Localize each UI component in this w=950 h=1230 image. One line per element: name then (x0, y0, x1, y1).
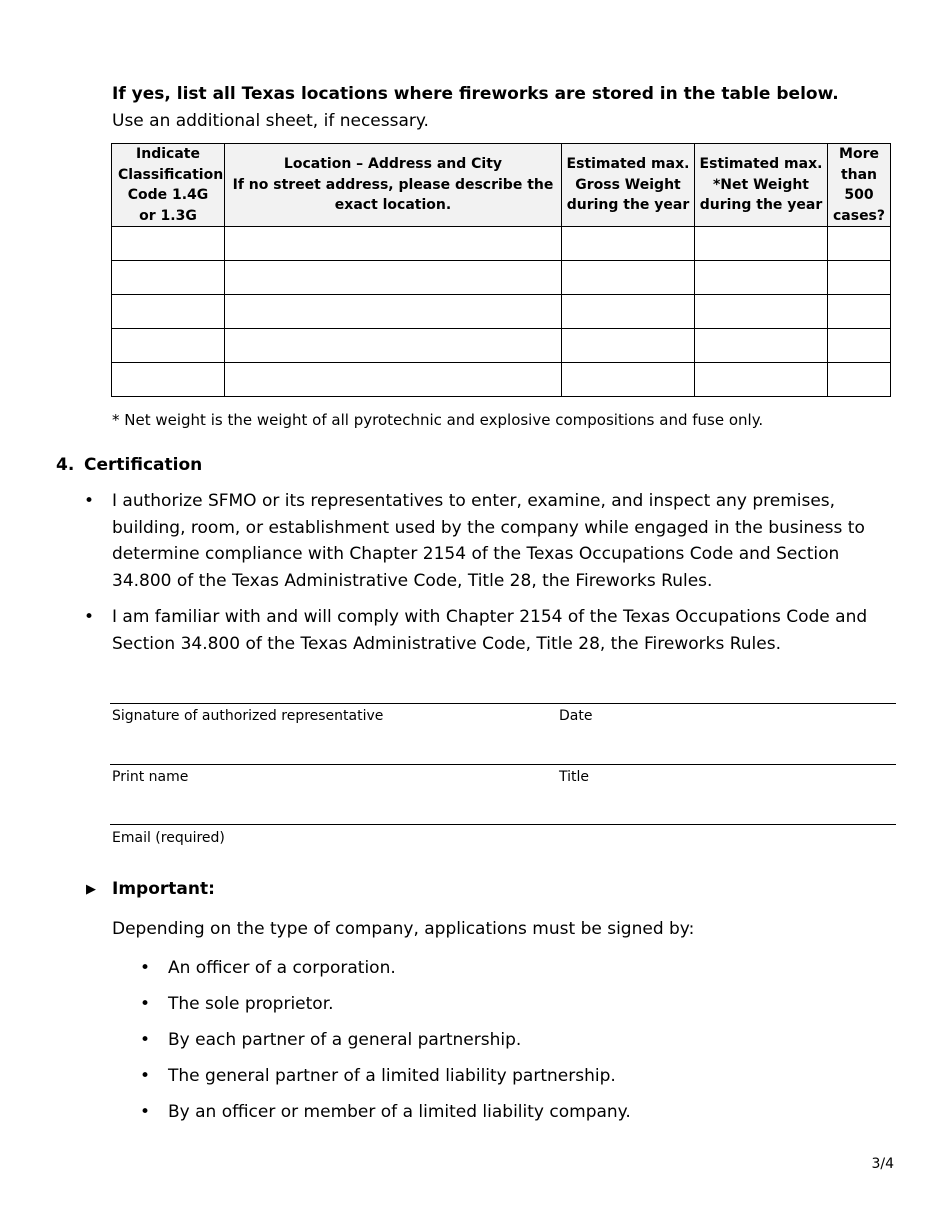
signer-item-2: The sole proprietor. (168, 994, 334, 1014)
signer-item-5: By an officer or member of a limited liability company. (168, 1102, 631, 1122)
email-label: Email (required) (112, 830, 225, 846)
table-cell[interactable] (828, 261, 891, 295)
table-cell[interactable] (695, 329, 828, 363)
table-cell[interactable] (695, 295, 828, 329)
table-cell[interactable] (828, 295, 891, 329)
triangle-right-icon: ▶ (86, 882, 96, 897)
email-line[interactable] (110, 824, 896, 825)
bullet-icon: • (140, 1030, 151, 1050)
section-title: Certification (84, 455, 203, 475)
net-weight-footnote: * Net weight is the weight of all pyrotechnic and explosive compositions and fuse only. (112, 411, 764, 429)
bullet-icon: • (84, 491, 95, 511)
table-row (112, 363, 891, 397)
title-label: Title (559, 769, 590, 785)
table-cell[interactable] (225, 329, 562, 363)
table-cell[interactable] (562, 363, 695, 397)
table-cell[interactable] (225, 363, 562, 397)
table-row (112, 227, 891, 261)
table-cell[interactable] (828, 227, 891, 261)
signer-item-3: By each partner of a general partnership. (168, 1030, 522, 1050)
header-gross-weight: Estimated max. Gross Weight during the year (562, 144, 695, 227)
page-number: 3/4 (871, 1156, 894, 1172)
header-location: Location – Address and City If no street address, please describe the exact location. (225, 144, 562, 227)
important-intro: Depending on the type of company, applications must be signed by: (112, 919, 695, 939)
table-row (112, 261, 891, 295)
table-cell[interactable] (695, 261, 828, 295)
table-cell[interactable] (112, 363, 225, 397)
bullet-icon: • (140, 1102, 151, 1122)
table-cell[interactable] (562, 295, 695, 329)
table-cell[interactable] (562, 261, 695, 295)
table-cell[interactable] (695, 363, 828, 397)
table-cell[interactable] (225, 295, 562, 329)
table-cell[interactable] (695, 227, 828, 261)
header-more-than-500: More than 500 cases? (828, 144, 891, 227)
storage-locations-table (111, 143, 891, 397)
header-net-weight: Estimated max. *Net Weight during the year (695, 144, 828, 227)
intro-bold-text: If yes, list all Texas locations where fireworks are stored in the table below. (112, 84, 839, 104)
table-cell[interactable] (562, 329, 695, 363)
signature-line[interactable] (110, 703, 896, 704)
bullet-icon: • (140, 1066, 151, 1086)
intro-normal-text: Use an additional sheet, if necessary. (112, 111, 429, 131)
signature-label: Signature of authorized representative (112, 708, 384, 724)
table-cell[interactable] (828, 329, 891, 363)
intro-paragraph (112, 81, 872, 135)
certification-bullet-1: I authorize SFMO or its representatives to enter, examine, and inspect any premises, building, room, or establishment used by the company while engaged in the business to determine compliance with Chapter 2154 of the Texas Occupations Code and Section 34.800 of the Texas Administrative Code, Title 28, the Fireworks Rules. (112, 491, 865, 591)
bullet-icon: • (140, 994, 151, 1014)
print-name-line[interactable] (110, 764, 896, 765)
header-classification-code: Indicate Classification Code 1.4G or 1.3G (112, 144, 225, 227)
certification-bullet-2: I am familiar with and will comply with Chapter 2154 of the Texas Occupations Code and Section 34.800 of the Texas Administrative Code, Title 28, the Fireworks Rules. (112, 607, 868, 654)
table-row (112, 329, 891, 363)
bullet-icon: • (140, 958, 151, 978)
table-row (112, 295, 891, 329)
table-cell[interactable] (112, 261, 225, 295)
table-cell[interactable] (112, 295, 225, 329)
important-heading: Important: (112, 879, 215, 899)
table-cell[interactable] (562, 227, 695, 261)
signer-item-1: An officer of a corporation. (168, 958, 396, 978)
section-number: 4. (56, 455, 75, 475)
signer-item-4: The general partner of a limited liability partnership. (168, 1066, 616, 1086)
print-name-label: Print name (112, 769, 189, 785)
table-header-row (112, 144, 891, 227)
table-cell[interactable] (112, 227, 225, 261)
table-cell[interactable] (112, 329, 225, 363)
table-cell[interactable] (225, 227, 562, 261)
table-cell[interactable] (225, 261, 562, 295)
date-label: Date (559, 708, 593, 724)
table-cell[interactable] (828, 363, 891, 397)
bullet-icon: • (84, 607, 95, 627)
